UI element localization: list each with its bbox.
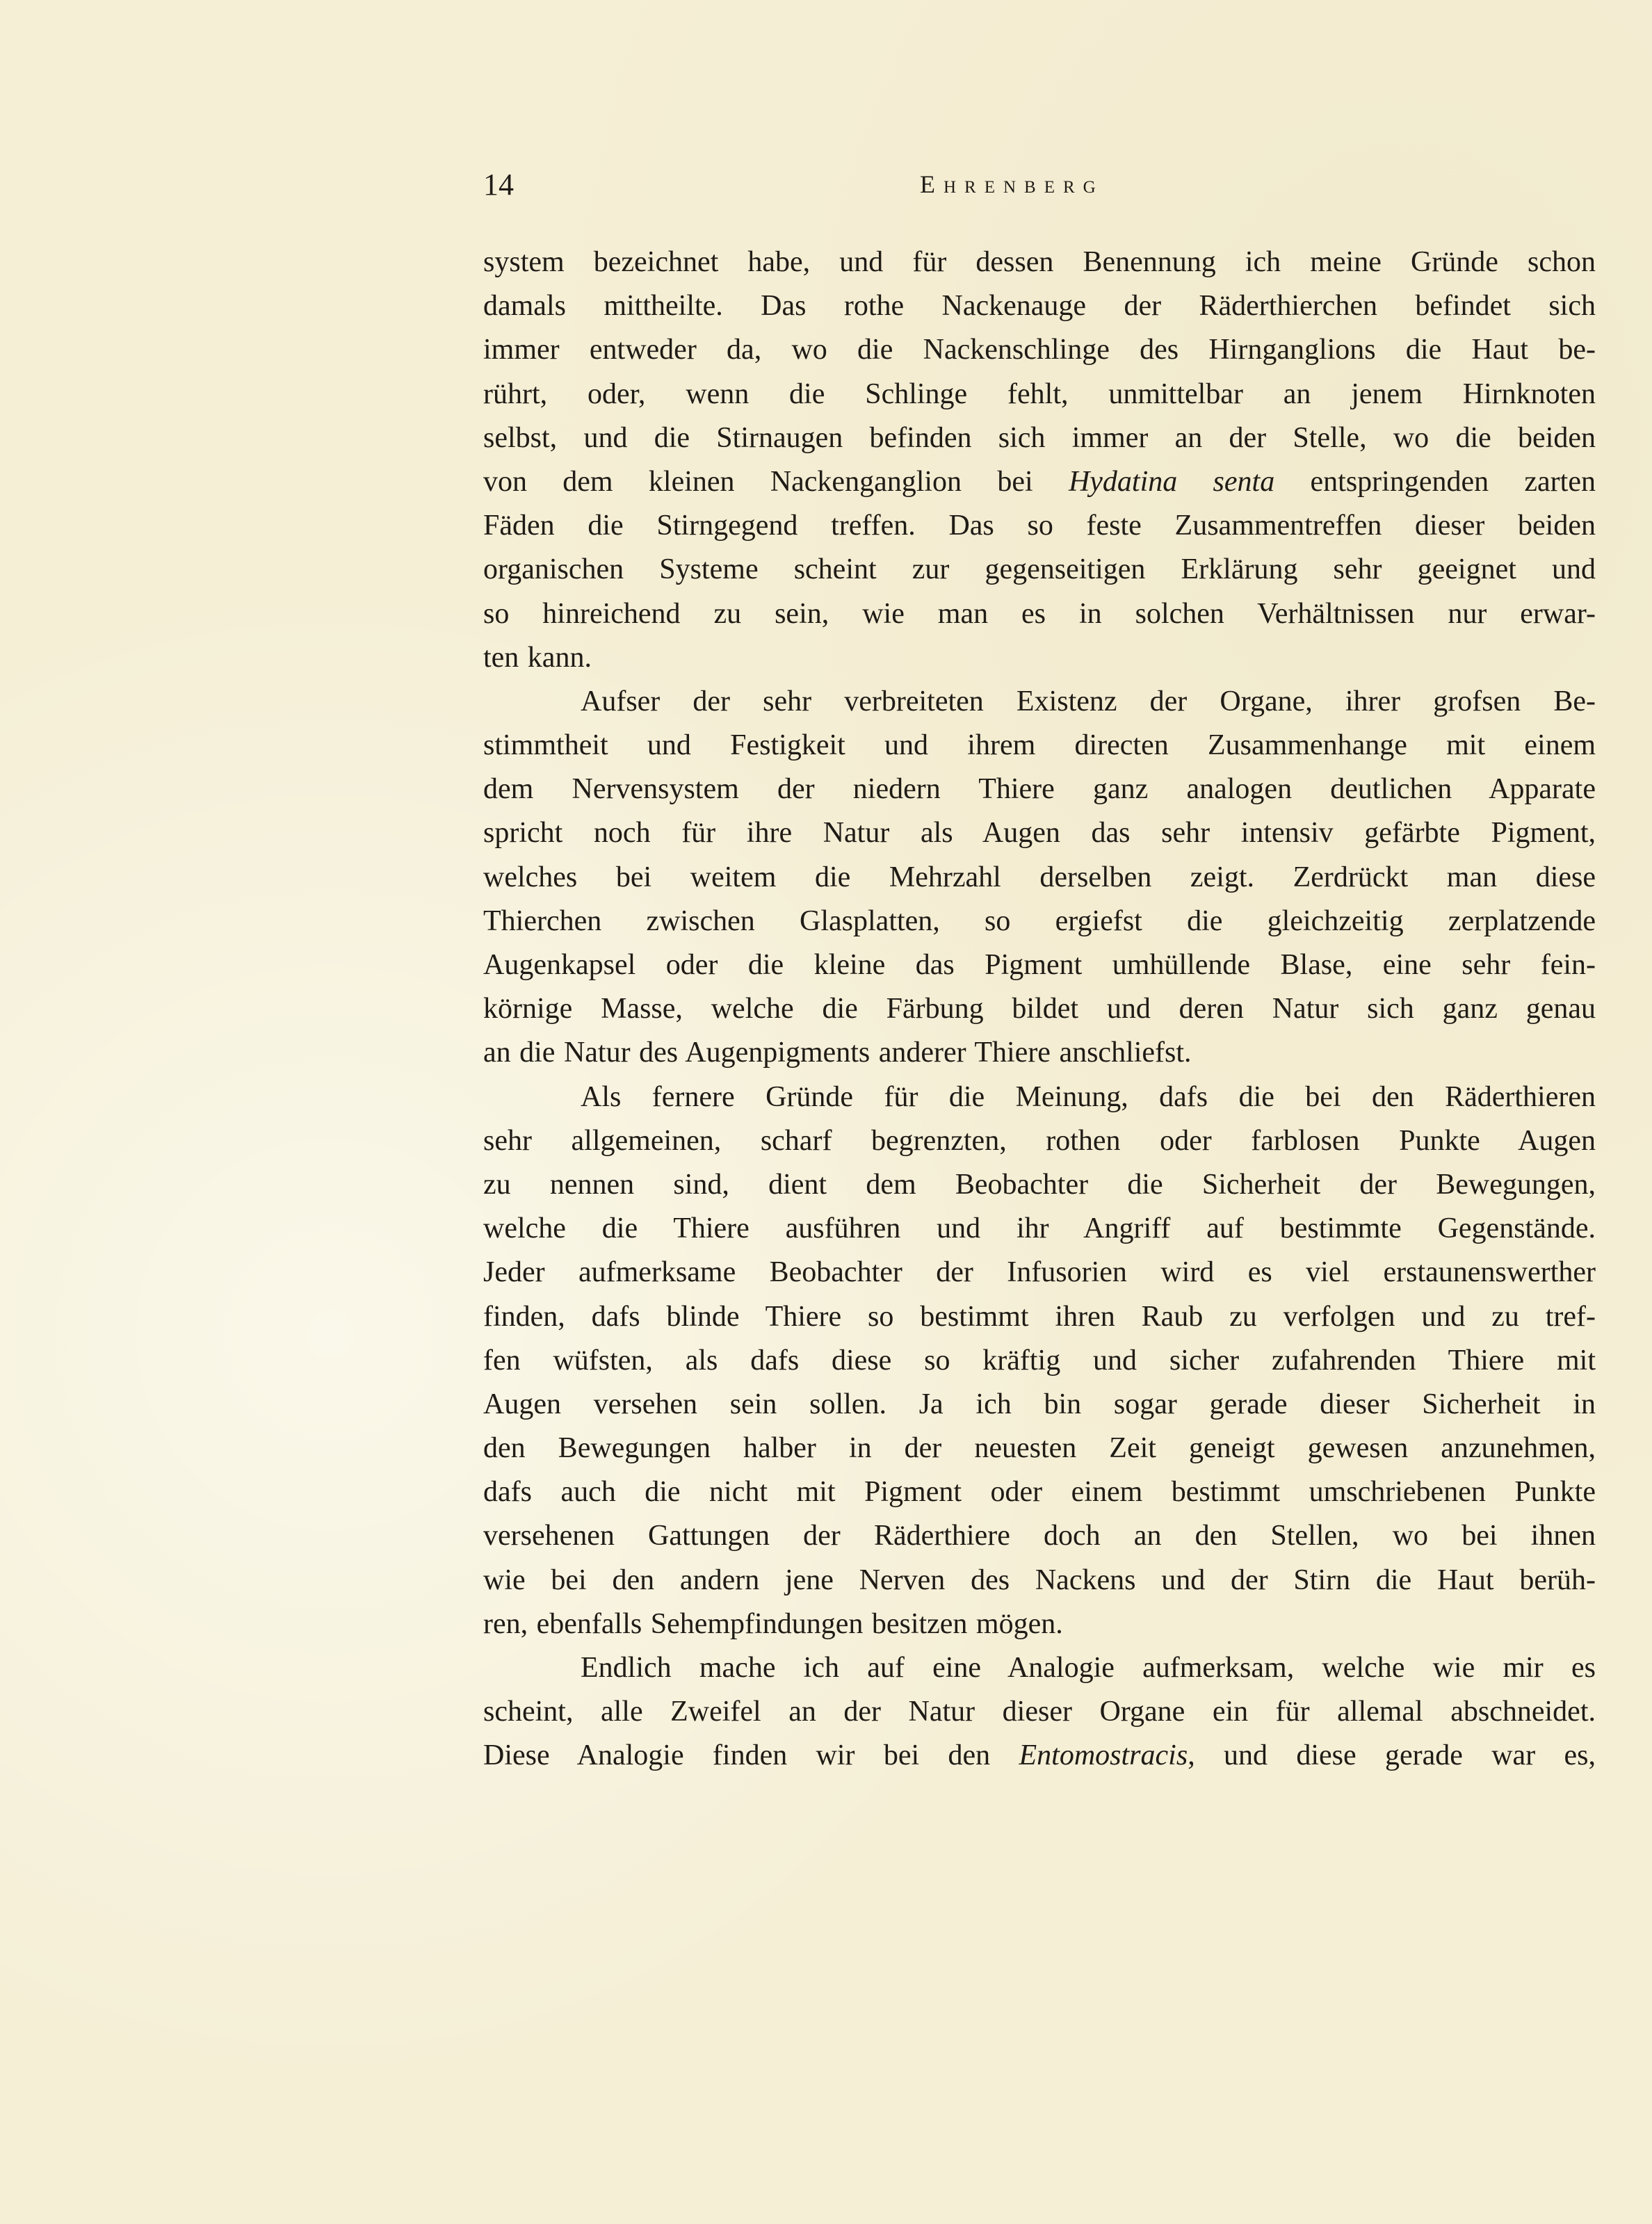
text-line: sehr allgemeinen, scharf begrenzten, rothen oder farblosen Punkte Augen [483,1124,1596,1157]
text-line: ren, ebenfalls Sehempfindungen besitzen mögen. [483,1607,1063,1640]
text-line: Augen versehen sein sollen. Ja ich bin sogar gerade dieser Sicherheit in [483,1388,1596,1420]
text-line: Augenkapsel oder die kleine das Pigment umhüllende Blase, eine sehr fein- [483,949,1596,981]
text-line-with-italic [483,460,1596,504]
text-line: Endlich mache ich auf eine Analogie aufmerksam, welche wie mir es [581,1652,1596,1684]
taxon-name: Entomostracis [1019,1739,1188,1772]
text-line: so hinreichend zu sein, wie man es in solchen Verhältnissen nur erwar- [483,597,1596,630]
body-text [483,241,1596,1778]
text-line: fen wüfsten, als dafs diese so kräftig und sicher zufahrenden Thiere mit [483,1344,1596,1377]
species-name: Hydatina senta [1068,465,1275,498]
text-fragment: von dem kleinen Nackenganglion bei [483,465,1069,498]
text-line: damals mittheilte. Das rothe Nackenauge der Räderthierchen befindet sich [483,290,1596,323]
text-line: wie bei den andern jene Nerven des Nackens und der Stirn die Haut berüh- [483,1564,1596,1596]
text-line: Aufser der sehr verbreiteten Existenz der Organe, ihrer grofsen Be- [581,685,1596,717]
text-line: welche die Thiere ausführen und ihr Angriff auf bestimmte Gegenstände. [483,1212,1596,1245]
text-line: system bezeichnet habe, und für dessen Benennung ich meine Gründe schon [483,246,1596,278]
paragraph-1 [483,241,1596,680]
page-number: 14 [483,168,514,202]
text-line: stimmtheit und Festigkeit und ihrem directen Zusammenhange mit einem [483,729,1596,762]
text-line: organischen Systeme scheint zur gegenseitigen Erklärung sehr geeignet und [483,553,1596,586]
running-head-title: Ehrenberg [920,170,1104,198]
text-line: Als fernere Gründe für die Meinung, dafs die bei den Räderthieren [581,1080,1596,1113]
text-line: finden, dafs blinde Thiere so bestimmt ihren Raub zu verfolgen und zu tref- [483,1300,1596,1333]
text-line: rührt, oder, wenn die Schlinge fehlt, unmittelbar an jenem Hirnknoten [483,378,1596,410]
paragraph-2 [483,680,1596,1076]
text-line: ten kann. [483,641,592,674]
text-line: immer entweder da, wo die Nackenschlinge des Hirnganglions die Haut be- [483,334,1596,366]
paragraph-4 [483,1646,1596,1778]
text-line: an die Natur des Augenpigments anderer Thiere anschliefst. [483,1037,1192,1069]
text-fragment: Diese Analogie finden wir bei den [483,1739,1019,1772]
text-line: zu nennen sind, dient dem Beobachter die Sicherheit der Bewegungen, [483,1168,1596,1201]
text-line: den Bewegungen halber in der neuesten Zeit geneigt gewesen anzunehmen, [483,1432,1596,1465]
text-line: Thierchen zwischen Glasplatten, so ergiefst die gleichzeitig zerplatzende [483,904,1596,937]
text-line: körnige Masse, welche die Färbung bildet und deren Natur sich ganz genau [483,993,1596,1025]
text-line: Jeder aufmerksame Beobachter der Infusorien wird es viel erstaunenswerther [483,1256,1596,1289]
text-line: versehenen Gattungen der Räderthiere doch an den Stellen, wo bei ihnen [483,1520,1596,1552]
text-line: scheint, alle Zweifel an der Natur dieser Organe ein für allemal abschneidet. [483,1696,1596,1728]
text-line: spricht noch für ihre Natur als Augen das sehr intensiv gefärbte Pigment, [483,817,1596,850]
running-head [483,167,1596,209]
text-line: dafs auch die nicht mit Pigment oder einem bestimmt umschriebenen Punkte [483,1476,1596,1509]
text-line: welches bei weitem die Mehrzahl derselben zeigt. Zerdrückt man diese [483,861,1596,893]
text-line-with-italic [483,1734,1596,1778]
text-fragment: , und diese gerade war es, [1188,1739,1596,1772]
text-fragment: entspringenden zarten [1274,465,1596,498]
text-line: Fäden die Stirngegend treffen. Das so feste Zusammentreffen dieser beiden [483,510,1596,542]
text-line: selbst, und die Stirnaugen befinden sich immer an der Stelle, wo die beiden [483,421,1596,454]
paragraph-3 [483,1076,1596,1646]
text-line: dem Nervensystem der niedern Thiere ganz analogen deutlichen Apparate [483,773,1596,806]
